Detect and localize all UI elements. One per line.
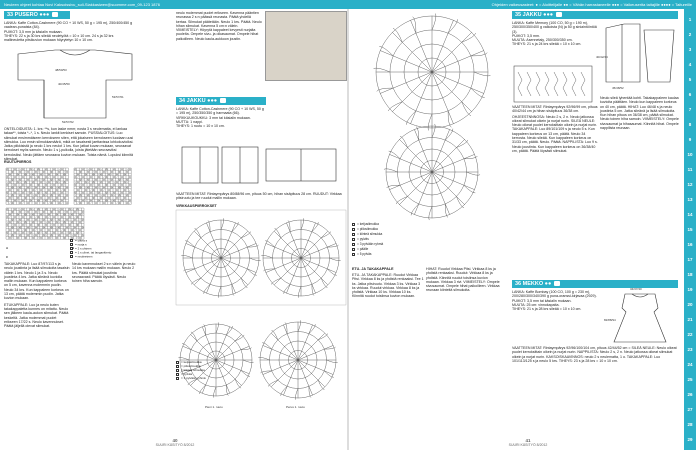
chapter-tab-1[interactable]: 1 [688, 17, 692, 22]
p35-instructions: OHJEESTNNNOSA: Neulo 2 s, 2 n. Neulo jatkossa oikeat silmukat oikein ja nurjat nurin. SILEÄ NEULE: Neulo oikeat puolet kerroksittain oikein ja nurjat nurin. TAKAKAPPALE: Luo 89/101/109 s ja neulo 5 s. Kun kappaleen korkeus on 13 cm, päätä. Neulo 34 kerrosta. Neulo sileää. Kun kappaleen korkeus on 31/33 cm, päätä. Neulo. Päätä. NAPPILISTA: Luo 9 s. Neulo joustinta. Kun kappaleen korkeus on 36/38/40 cm, päätä. Päätä löysästi silmukat. [512, 114, 598, 153]
p35-col2: Neulo sileä lyhentää kohti. Takakappaleen kaulaa kuvioita päättäen. Neulo kun kappaleen korkeus on 40 cm, päätä. HIHAT: Luo 46/48 s ja neulo joustinta 5 cm. Jatka sileänä ja lisää silmukoita. Kun hihan pituus on 36/38 cm, päätä silmukat. Neulo toinen hiha samoin. VIIMEISTELY: Ompele sivusaumat ja hihasaumat. Kiinnitä hihat. Ompele nappilista reunaan. [600, 96, 679, 131]
p35-dim-h: 40/42/44 [596, 55, 608, 59]
p36-gauge: TIHEYS: 21 s ja 28 krs sileää = 10 x 10 cm. [512, 307, 582, 312]
chapter-tab-11[interactable]: 11 [687, 167, 693, 172]
chart-b-grid [74, 168, 131, 204]
p35-measurements: VAATTEEN MITAT: Rintaympärys 92/96/99 cm, pituus 40/42/44 cm ja hihan sisäpituus 36/38 cm. [512, 105, 598, 114]
legend-symbol-icon [70, 255, 73, 258]
p33-mittakaava-w1: 40/45/50 [58, 82, 70, 86]
jakku35-lace-swatch [512, 64, 594, 104]
legend-symbol-icon [352, 223, 355, 226]
jakku-schematic [176, 143, 342, 191]
chapter-tab-20[interactable]: 20 [687, 302, 693, 307]
p33-back-text: TAKAKAPPALE: Luo 87/97/113 s ja neulo joustinta ja lisää silmukoita tasaisin välein 1 krs. Neulo 1 ja 3 s. Neulo joustinta 4 krs. Jatka sileänä kuviolla mallin mukaan. Kun kappaleen korkeus on 5 cm, kavenna molemmin puolin. Neulo 34 krs. Kun kappaleen korkeus on 13 cm, päätä molemmin puolin. Jatka kuvion mukaan. [4, 262, 70, 301]
chapter-tab-27[interactable]: 27 [687, 407, 693, 412]
chapter-tab-18[interactable]: 18 [687, 272, 693, 277]
p33-mittakaava-h1: 53/57/61 [112, 95, 124, 99]
chapter-tab-21[interactable]: 21 [687, 317, 693, 322]
camera-icon [556, 12, 562, 17]
legend-symbol-icon [352, 253, 355, 256]
crochet-legend-item: = ketjusilmukka [176, 360, 221, 364]
chapter-tab-8[interactable]: 8 [688, 122, 692, 127]
p33-front-text: ETUKAPPALE: Luo ja neulo kuten takakappaletta kunnes on mitattu. Neulo sen jälkeen kaula-aukon silmukat. Päätä keskeltä. Jatka molemmat puolet erikseen 17/22 s. Neulo kavennukset. Päätä jäljellä olevat silmukat. [4, 302, 69, 329]
pattern-35-badge: 35 JAKKU ●●● [512, 11, 678, 19]
p35-gauge: TIHEYS: 21 s ja 24 krs sileää = 10 x 10 cm. [512, 42, 582, 47]
p34-materials [176, 107, 266, 141]
chapter-tab-24[interactable]: 24 [687, 362, 693, 367]
crochet-motif-chart [352, 12, 512, 222]
crochet-legend-r-item: = piilosilmukka [352, 227, 432, 232]
chapter-tab-13[interactable]: 13 [687, 197, 693, 202]
legend-symbol-icon [352, 243, 355, 246]
p35-extra: MUUTA: Asennetaly, 250/300/350 cm. [512, 38, 573, 43]
chapter-tab-9[interactable]: 9 [688, 137, 692, 142]
p33-yarn: LANKA: Kaffe Cotton-Cashmere (90 CO + 10 WS, 50 g = 195 m), 250/400/450 g vaalean-punaista (84). [4, 21, 133, 30]
crochet-motif-large-top [374, 14, 491, 131]
etu-heading: ETU- JA TAKAKAPPALE [352, 267, 394, 271]
crochet-motif-d [258, 320, 337, 399]
crochet-diagram-top [176, 210, 346, 305]
chapter-tab-10[interactable]: 10 [687, 152, 693, 157]
ruutupiirros-heading: RUUTUPIIRROS [4, 160, 32, 164]
page-number-right: 41 [525, 438, 531, 443]
chapter-tab-15[interactable]: 15 [687, 227, 693, 232]
chart-a-label: A [6, 246, 9, 250]
p36-dim-h: 82/88/94 [604, 318, 616, 322]
legend-symbol-icon [70, 243, 73, 246]
chapter-tab-22[interactable]: 22 [687, 332, 693, 337]
chapter-tab-29[interactable]: 29 [687, 437, 693, 442]
chart-a-grid [6, 168, 68, 204]
p36-needles: PUIKOT: 3,5 mm tai käsialin mukaan. [512, 298, 572, 303]
p34-hook: VIRKKUUKOUKKU: 3 mm tai käsialin mukaan. [176, 115, 251, 120]
chart-legend [70, 239, 136, 259]
camera-icon [220, 98, 226, 103]
chapter-tab-strip [684, 9, 696, 450]
knit-legend-item: = 2 s yhteen [70, 247, 136, 251]
crochet-legend-r-item: = kiinteä silmukka [352, 232, 432, 237]
page-header-right: Ohjeiden vaikeusasteet: ● = Aloittelijalle ●● = Vähän harrastaneelle ●●● = Vaikeuserita taitajille ●●●● = Taitureille [348, 0, 696, 9]
chapter-tab-26[interactable]: 26 [687, 392, 693, 397]
chapter-tab-3[interactable]: 3 [688, 47, 692, 52]
chapter-tab-28[interactable]: 28 [687, 422, 693, 427]
p36-body: VAATTEEN MITAT: Rintaympärys 92/96/100/104 cm, pituus 42/44/52 cm = SILEÄ NEULE: Neulo oikeat puolet kerroksittain oikein ja nurjat nurin. NAPPILISTA: Neulo 2 s, 2 n. Neulo jatkossa oikeat silmukat oikein ja nurjat nurin. KAKSOISKAAVINNOS: neulo 2 s neulematta, 1 o. TAKAKAPPALE: Luo 101/113/125 s ja neulo 5 krs. TIHEYS: 23 s ja 28 krs = 10 x 10 cm. [512, 346, 677, 363]
camera-icon [52, 12, 58, 17]
crochet-legend-item: = 3 pylvään ryhmä [176, 376, 221, 380]
chapter-tab-2[interactable]: 2 [688, 32, 692, 37]
p34-extra: MUTTA: 1 nappi. [176, 119, 203, 124]
legend-symbol-icon [352, 238, 355, 241]
camera-icon [554, 281, 560, 286]
pattern-33-badge: 33 PUSERO ●●● [4, 11, 70, 19]
p36-yarn: LANKA: Kaffe Bombay (100 CO, 100 g = 230 m), 200/280/300/340/390 g puna-oranssi-kirjavaa (2929). [512, 290, 597, 299]
crochet-legend-left [176, 360, 221, 380]
chapter-tab-14[interactable]: 14 [687, 212, 693, 217]
jakku35-schematic [600, 20, 680, 90]
p33-mittakaava-w2: 52/57/62 [62, 120, 74, 124]
p35-body [512, 105, 598, 265]
chapter-tab-16[interactable]: 16 [687, 242, 693, 247]
pattern-34-badge: 34 JAKKU ●●● [176, 97, 266, 105]
crochet-legend-r-item: = päälle [352, 247, 432, 252]
knit-legend-item: = 1 s ylivet. tai langankierto [70, 251, 136, 255]
crochet-motif-large-bottom [384, 124, 480, 220]
p34-hiha-text: HIHAT: Ruudut Virkkaa Pitsi. Virkkaa 8 ks ja yhdistä renkaaksi. Ruudut: Virkkaa 8 ks ja yhdistä. Kiinnitä ruudut toisiinsa kuvion mukaan. Virkkaa 3 rivi. VIIMEISTELY: Ompele sivusaumat. Ompele hihat paikoilleen. Virkkaa reunaan kiinteitä silmukoita. [426, 267, 500, 293]
p36-dim-w: 34/37/40 [630, 287, 642, 291]
crochet-legend-r-item: = ketjusilmukka [352, 222, 432, 227]
pattern-36-badge: 36 MEKKO ●● [512, 280, 678, 288]
p33-chart-label-top: 48/50/53 [55, 68, 67, 72]
knit-legend-item: = nurja s [70, 243, 136, 247]
book-spine [347, 9, 349, 450]
chart-c-label: C [6, 255, 9, 259]
crochet-legend-item: = pylväs [176, 372, 221, 376]
crochet-label-pieni: Pieni 1. ruutu [205, 405, 223, 409]
footer-right [498, 438, 558, 447]
chapter-tab-19[interactable]: 19 [687, 287, 693, 292]
crochet-legend-right [352, 222, 432, 257]
chapter-tab-25[interactable]: 25 [687, 377, 693, 382]
garment-photo [265, 11, 347, 81]
page-header-left: Neuleen ohjeet kohtaa Novi Kaksoissivu_suli-Siakkasiwen@suomme.com_09-123 1876 [0, 0, 348, 9]
legend-symbol-icon [352, 248, 355, 251]
pusero-schematic [10, 44, 140, 126]
pattern-33-materials [4, 21, 134, 43]
chapter-tab-7[interactable]: 7 [688, 107, 692, 112]
p34-measurements: VAATTEEN MITAT: Rintaympärys 80/88/96 cm, pituus 50 cm, hihan sisäpituus 28 cm. RUUDUT: Virkkaa pitsiruutu ja tee ruudut mallin mukaan. [176, 192, 342, 201]
chart-c-grid [6, 208, 84, 239]
chapter-tab-17[interactable]: 17 [687, 257, 693, 262]
legend-symbol-icon [70, 247, 73, 250]
p33-col2-text: neulo molemmat puolet erikseen. Kavenna pääntien reunassa 2 s:n päässä reunasta. Päätä yhdellä kertaa. Silmukat päätetään. Neulo 1 krs. Päätä. Neulo hihan silmukat. Kavenna 5 cm:n välein. VIIMEISTELY: Höyrytä kappaleet kevyesti nurjalta puolelta. Ompele sivu- ja olkasaumat. Ompele hihat paikoilleen. Neulo kaula-aukkoon joustin. [176, 11, 262, 41]
knit-legend-item: = oikea s [70, 239, 136, 243]
footer-left-url: SUURI KÄSITYÖ 8/2012 [155, 443, 195, 447]
page-number-left: 40 [172, 438, 178, 443]
crochet-legend-item: = piilosilmukka [176, 364, 221, 368]
p33-needles: PUIKOT: 3,5 mm ja käsialin mukaan. [4, 29, 63, 34]
p33-body-text: ONTELOIDUSTA: 1. krs: **s, kun laske nmm; nosta 3 s neulematta, ei lankaa takaa**, toista *–*, 1 s. Neulo lankit kenkiset samoin. PUSSIALOITUS: Luo silmukat ensimmäiseen kerrokseen siten, että jokaiseen kerrokseen luodaan uusi silmukka. Luo ensin silmukkamäärä, mikä on tasaisesti jaettavissa lohkokuvioiksi. Jatka piikkisistä ja neulo 1 krs neulot 1 krs. Kun jatkat kuvan mukaan, seuraavat kerrokset myös samoin. Neulo 1 s j-puikolla, joista jätetään seuraaviksi kerroksiksi. Neulo jättäen seuraava kuvion mukaan. Toista nämä. Lopuksi kiinnitä silmukat. [4, 127, 134, 162]
crochet-legend-r-item: = pylväs [352, 237, 432, 242]
crochet-legend-r-item: = 3 pylvään ryhmä [352, 242, 432, 247]
crochet-label-perus: Perus 1. ruutu [286, 405, 305, 409]
p33-gauge: TIHEYS: 22 s ja 30 krs sileää neuletyötä = 10 x 10 cm. 24 s ja 32 krs mallineuletta pitsikuvion mukaan höyrytetyn 10 x 10 cm. [4, 33, 114, 43]
p33-takakappale [4, 262, 70, 380]
crochet-motif-a [181, 218, 260, 297]
p34-etu-text: ETU- JA TAKAKAPPALE: Ruudut Virkkaa Pitsi. Virkkaa 8 ks ja yhdistä renkaaksi. Tee 1 ks. Jatka pitsiruutu. Virkkaa 3 ks. Virkkaa 3 ks virkkaa. Ruudut virkkaa. Virkkaa 8 ks ja yhdistä. Virkkaa 10 ks. Virkkaa 10 ks. Kiinnitä ruudut toisiinsa kuvion mukaan. [352, 273, 424, 299]
p35-needles: PUIKOT: 3,5 mm. [512, 33, 540, 38]
knit-charts [4, 166, 134, 246]
footer-right-url: SUURI KÄSITYÖ 8/2012 [508, 443, 548, 447]
chapter-tab-12[interactable]: 12 [687, 182, 693, 187]
legend-symbol-icon [70, 251, 73, 254]
crochet-legend-r-item: = 5 pylväs [352, 252, 432, 257]
legend-symbol-icon [176, 377, 179, 380]
p34-yarn: LANKA: Kaffe Cotton-Cashmere (90 CO + 10 WS, 50 g = 195 m), 250/350/350 g harmaata (66). [176, 107, 264, 116]
p36-extra: MUUTA: 25 cm: vinnokapaita. [512, 302, 560, 307]
legend-symbol-icon [70, 239, 73, 242]
legend-symbol-icon [352, 233, 355, 236]
p33-col1b: Neulo kavennukset 2 s:n välein ja neulo 14 krs mukaan mallin mukaan. Neulo 2 krs. Päätä silmukat joustinta seuraavasti. Päätä löysästi. Neulo toinen hiha samoin. [72, 262, 136, 284]
p35-dim-w: 45/48/52 [612, 86, 624, 90]
knit-legend-item: = neuleeteen [70, 255, 136, 259]
p35-yarn: LANKA: Kaffe Memory (100 CO, 50 g = 190 m), 250/300/350/400 g valkoista (N) ja 50 g siniaintöintöä (3). [512, 21, 597, 34]
p35-materials [512, 21, 598, 63]
p34-gauge: TIHEYS: 1 ruutu = 10 x 10 cm. [176, 124, 225, 129]
crochet-legend-item: = kiinteä silmukka [176, 368, 221, 372]
virkkaus-heading: VIRKKAUSPIIRROKSET [176, 204, 217, 208]
crochet-motif-b [261, 218, 340, 297]
chapter-tab-4[interactable]: 4 [688, 62, 692, 67]
p36-materials [512, 290, 598, 320]
chart-b-label: B [72, 246, 75, 250]
chapter-tab-23[interactable]: 23 [687, 347, 693, 352]
chapter-tab-6[interactable]: 6 [688, 92, 692, 97]
footer-left [145, 438, 205, 447]
chapter-tab-5[interactable]: 5 [688, 77, 692, 82]
legend-symbol-icon [352, 228, 355, 231]
